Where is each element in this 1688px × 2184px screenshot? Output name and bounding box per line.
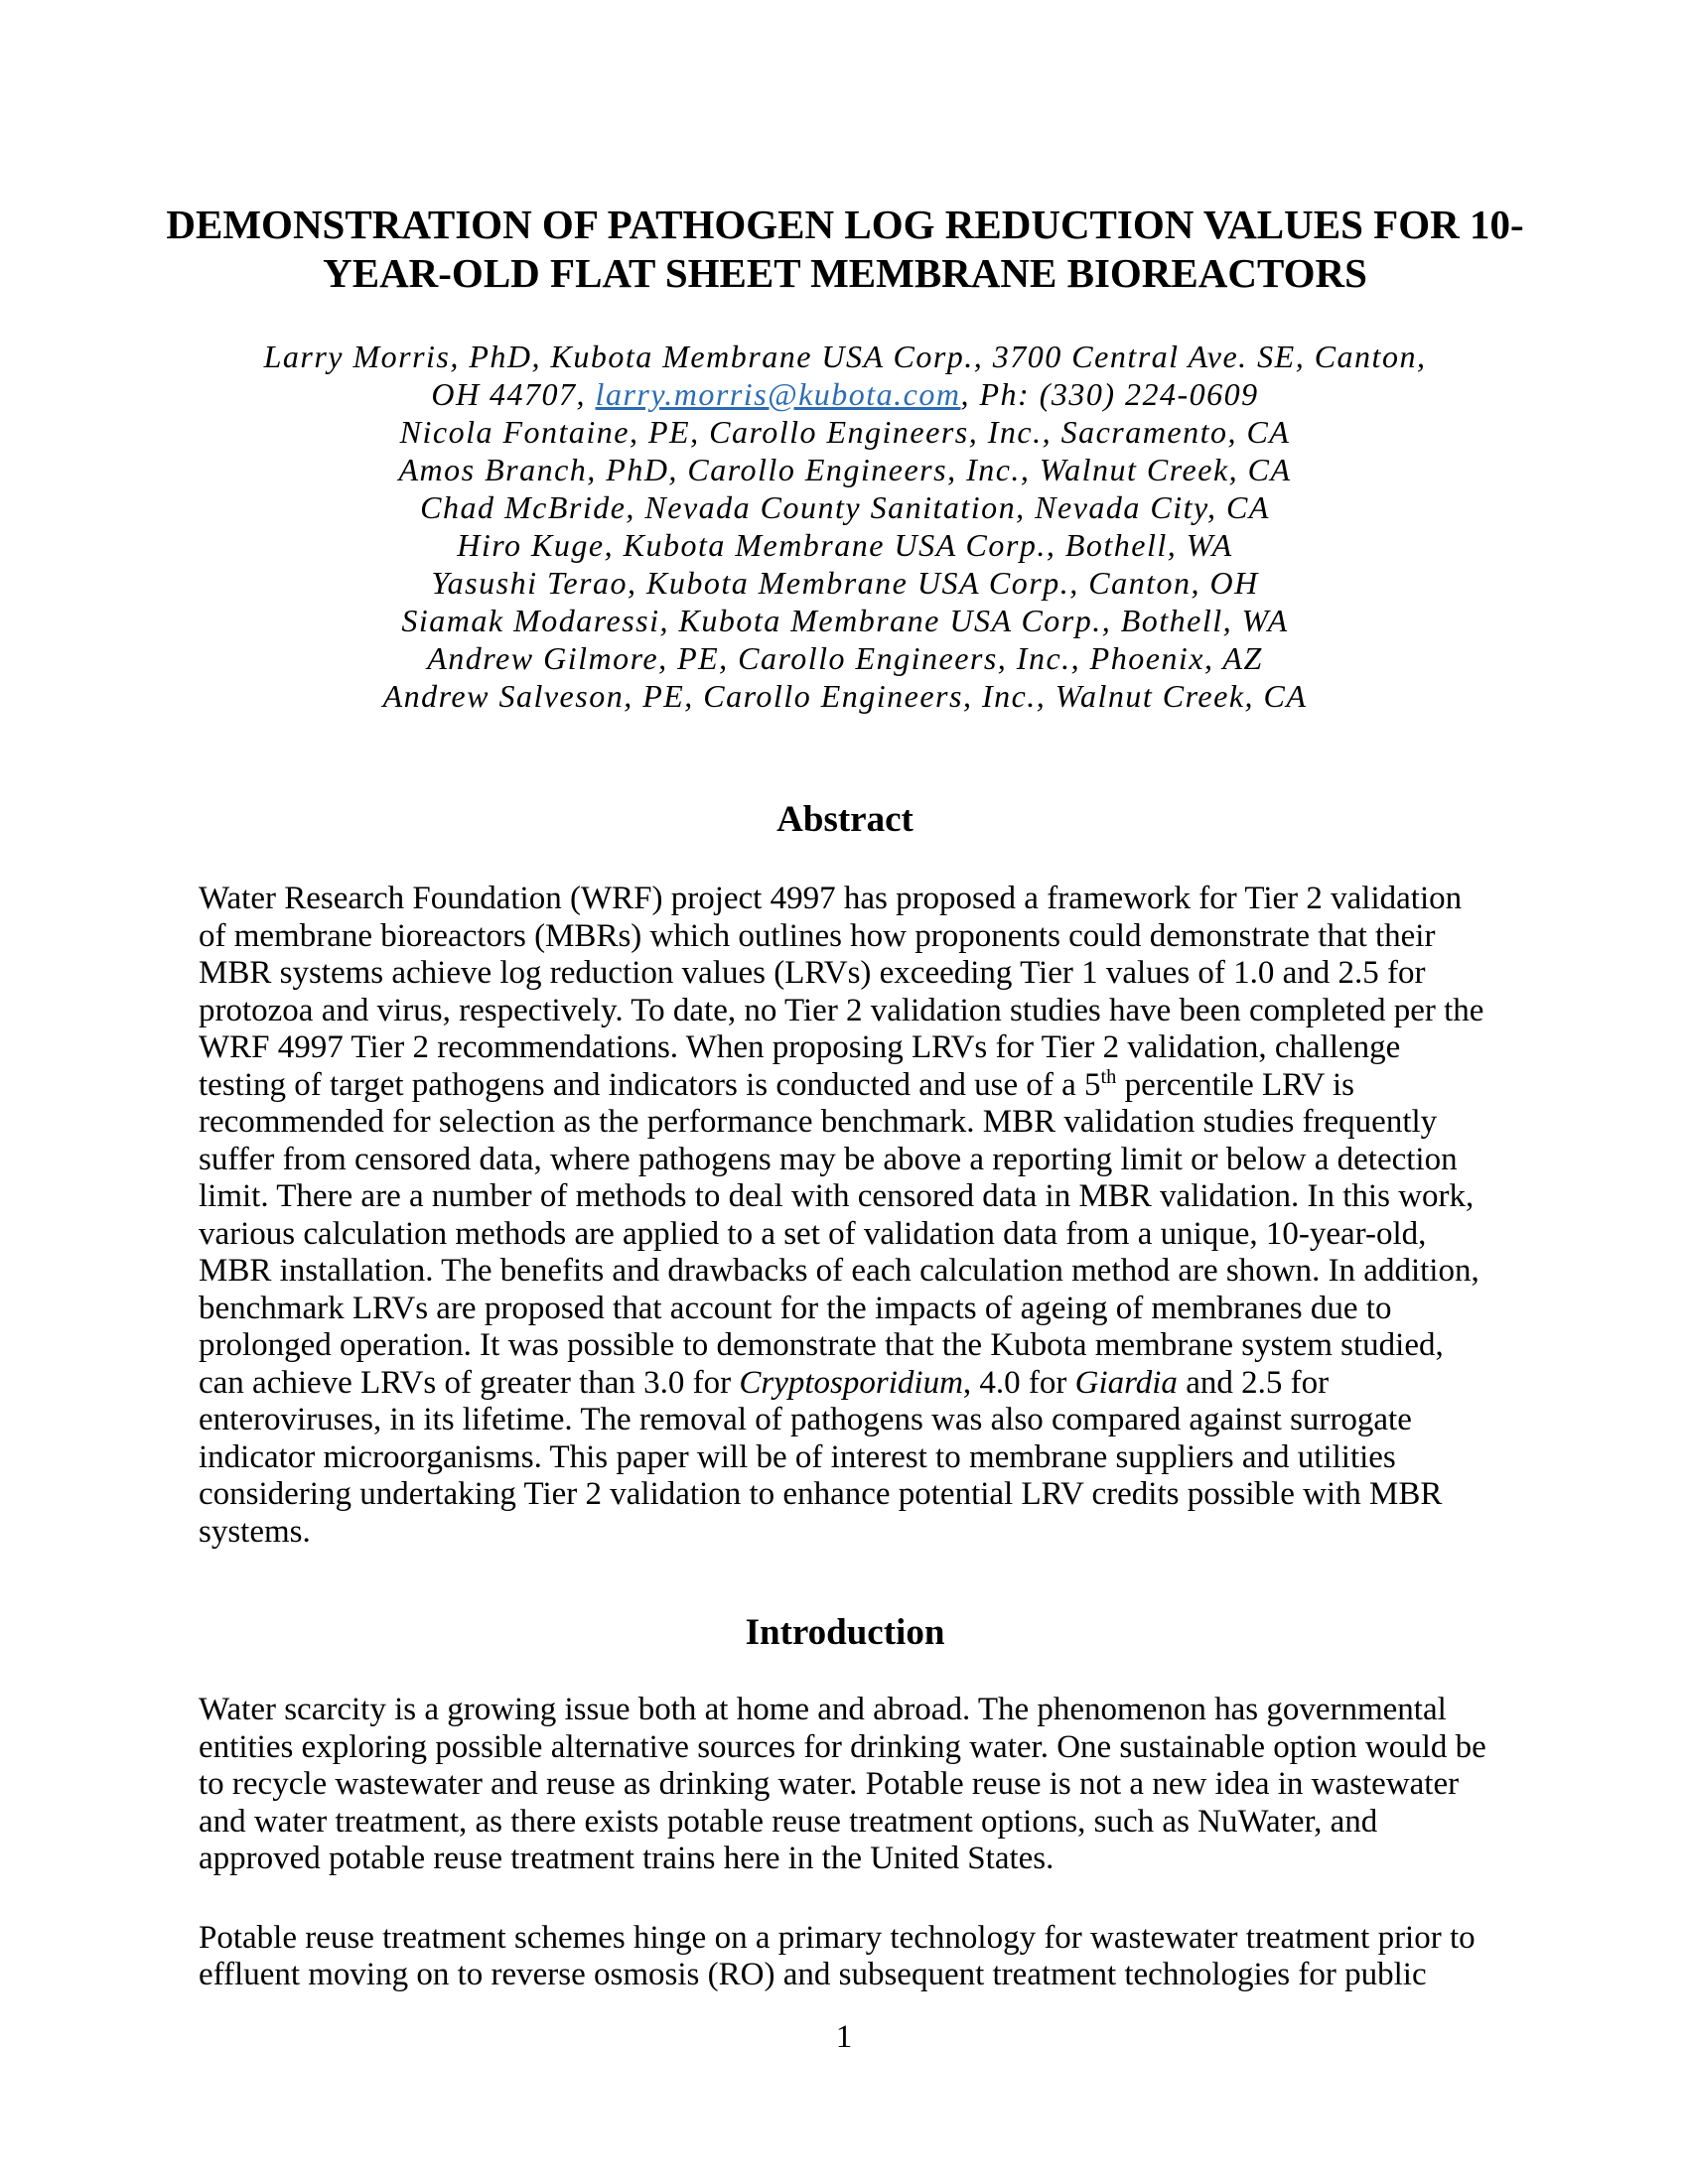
author-line: [431, 375, 1258, 413]
text-run: Amos Branch, PhD, Carollo Engineers, Inc., Walnut Creek, CA: [398, 452, 1292, 487]
introduction-section: [199, 1612, 1491, 1994]
paper-title-line-2: YEAR-OLD FLAT SHEET MEMBRANE BIOREACTORS: [323, 250, 1367, 296]
author-line: [401, 602, 1288, 639]
author-line: [264, 338, 1427, 375]
text-run: Larry Morris, PhD, Kubota Membrane USA Corp., 3700 Central Ave. SE, Canton,: [263, 339, 1427, 374]
author-line: [420, 488, 1270, 526]
paper-title-line-1: DEMONSTRATION OF PATHOGEN LOG REDUCTION VALUES FOR 10-: [166, 202, 1524, 247]
text-run: Siamak Modaressi, Kubota Membrane USA Corp., Bothell, WA: [401, 603, 1289, 638]
text-run: Water scarcity is a growing issue both at home and abroad. The phenomenon has governmental entities exploring possible alternative sources for drinking water. One sustainable option would be to recycle wastewater and reuse as drinking water. Potable reuse is not a new idea in wastewater and water treatment, as there exists potable reuse treatment options, such as NuWater, and approved potable reuse treatment trains here in the United States.: [199, 1692, 1486, 1876]
introduction-paragraph-1: [199, 1692, 1491, 1878]
author-line: [457, 526, 1232, 564]
abstract-paragraph: [199, 881, 1491, 1551]
page-number: 1: [835, 2019, 853, 2055]
email-link[interactable]: larry.morris@kubota.com: [595, 376, 961, 412]
author-line: [431, 564, 1258, 602]
text-run: OH 44707,: [431, 376, 596, 412]
superscript-text: th: [1100, 1065, 1117, 1088]
abstract-section: [199, 799, 1491, 1551]
introduction-paragraph-2: [199, 1920, 1491, 1994]
paper-title: [166, 201, 1524, 298]
text-run: Andrew Salveson, PE, Carollo Engineers, Inc., Walnut Creek, CA: [382, 678, 1308, 714]
text-run: Chad McBride, Nevada County Sanitation, Nevada City, CA: [420, 489, 1270, 525]
text-run: , 4.0 for: [962, 1364, 1075, 1401]
italic-species-name: Cryptosporidium: [739, 1364, 963, 1401]
text-run: , Ph: (330) 224-0609: [960, 376, 1259, 412]
text-run: Nicola Fontaine, PE, Carollo Engineers, Inc., Sacramento, CA: [399, 414, 1291, 450]
text-run: and 2.5 for enteroviruses, in its lifetime. The removal of pathogens was also compared against surrogate indicator microorganisms. This paper will be of interest to membrane suppliers and utilities considering undertaking Tier 2 validation to enhance potential LRV credits possible with MBR systems.: [199, 1364, 1443, 1550]
text-run: Andrew Gilmore, PE, Carollo Engineers, Inc., Phoenix, AZ: [427, 640, 1263, 676]
introduction-heading: Introduction: [745, 1612, 945, 1653]
italic-species-name: Giardia: [1074, 1364, 1178, 1401]
author-line: [383, 677, 1308, 715]
text-run: Hiro Kuge, Kubota Membrane USA Corp., Bothell, WA: [457, 527, 1233, 563]
text-run: Water Research Foundation (WRF) project 4997 has proposed a framework for Tier 2 validation of membrane bioreactors (MBRs) which outlines how proponents could demonstrate that their MBR systems achieve log reduction values (LRVs) exceeding Tier 1 values of 1.0 and 2.5 for protozoa and virus, respectively. To date, no Tier 2 validation studies have been completed per the WRF 4997 Tier 2 recommendations. When proposing LRVs for Tier 2 validation, challenge testing of target pathogens and indicators is conducted and use of a 5: [199, 881, 1484, 1103]
text-run: Potable reuse treatment schemes hinge on a primary technology for wastewater treatment prior to effluent moving on to reverse osmosis (RO) and subsequent treatment technologies for public: [199, 1919, 1476, 1992]
text-run: Yasushi Terao, Kubota Membrane USA Corp., Canton, OH: [431, 565, 1259, 601]
author-line: [427, 639, 1263, 677]
author-line: [398, 451, 1291, 488]
abstract-heading: Abstract: [776, 799, 914, 840]
text-run: percentile LRV is recommended for selection as the performance benchmark. MBR validation studies frequently suffer from censored data, where pathogens may be above a reporting limit or below a detection limit. There are a number of methods to deal with censored data in MBR validation. In this work, various calculation methods are applied to a set of validation data from a unique, 10-year-old, MBR installation. The benefits and drawbacks of each calculation method are shown. In addition, benchmark LRVs are proposed that account for the impacts of ageing of membranes due to prolonged operation. It was possible to demonstrate that the Kubota membrane system studied, can achieve LRVs of greater than 3.0 for: [199, 1066, 1479, 1401]
author-line: [400, 413, 1291, 451]
title-block: [166, 0, 1524, 715]
author-block: [199, 338, 1491, 715]
